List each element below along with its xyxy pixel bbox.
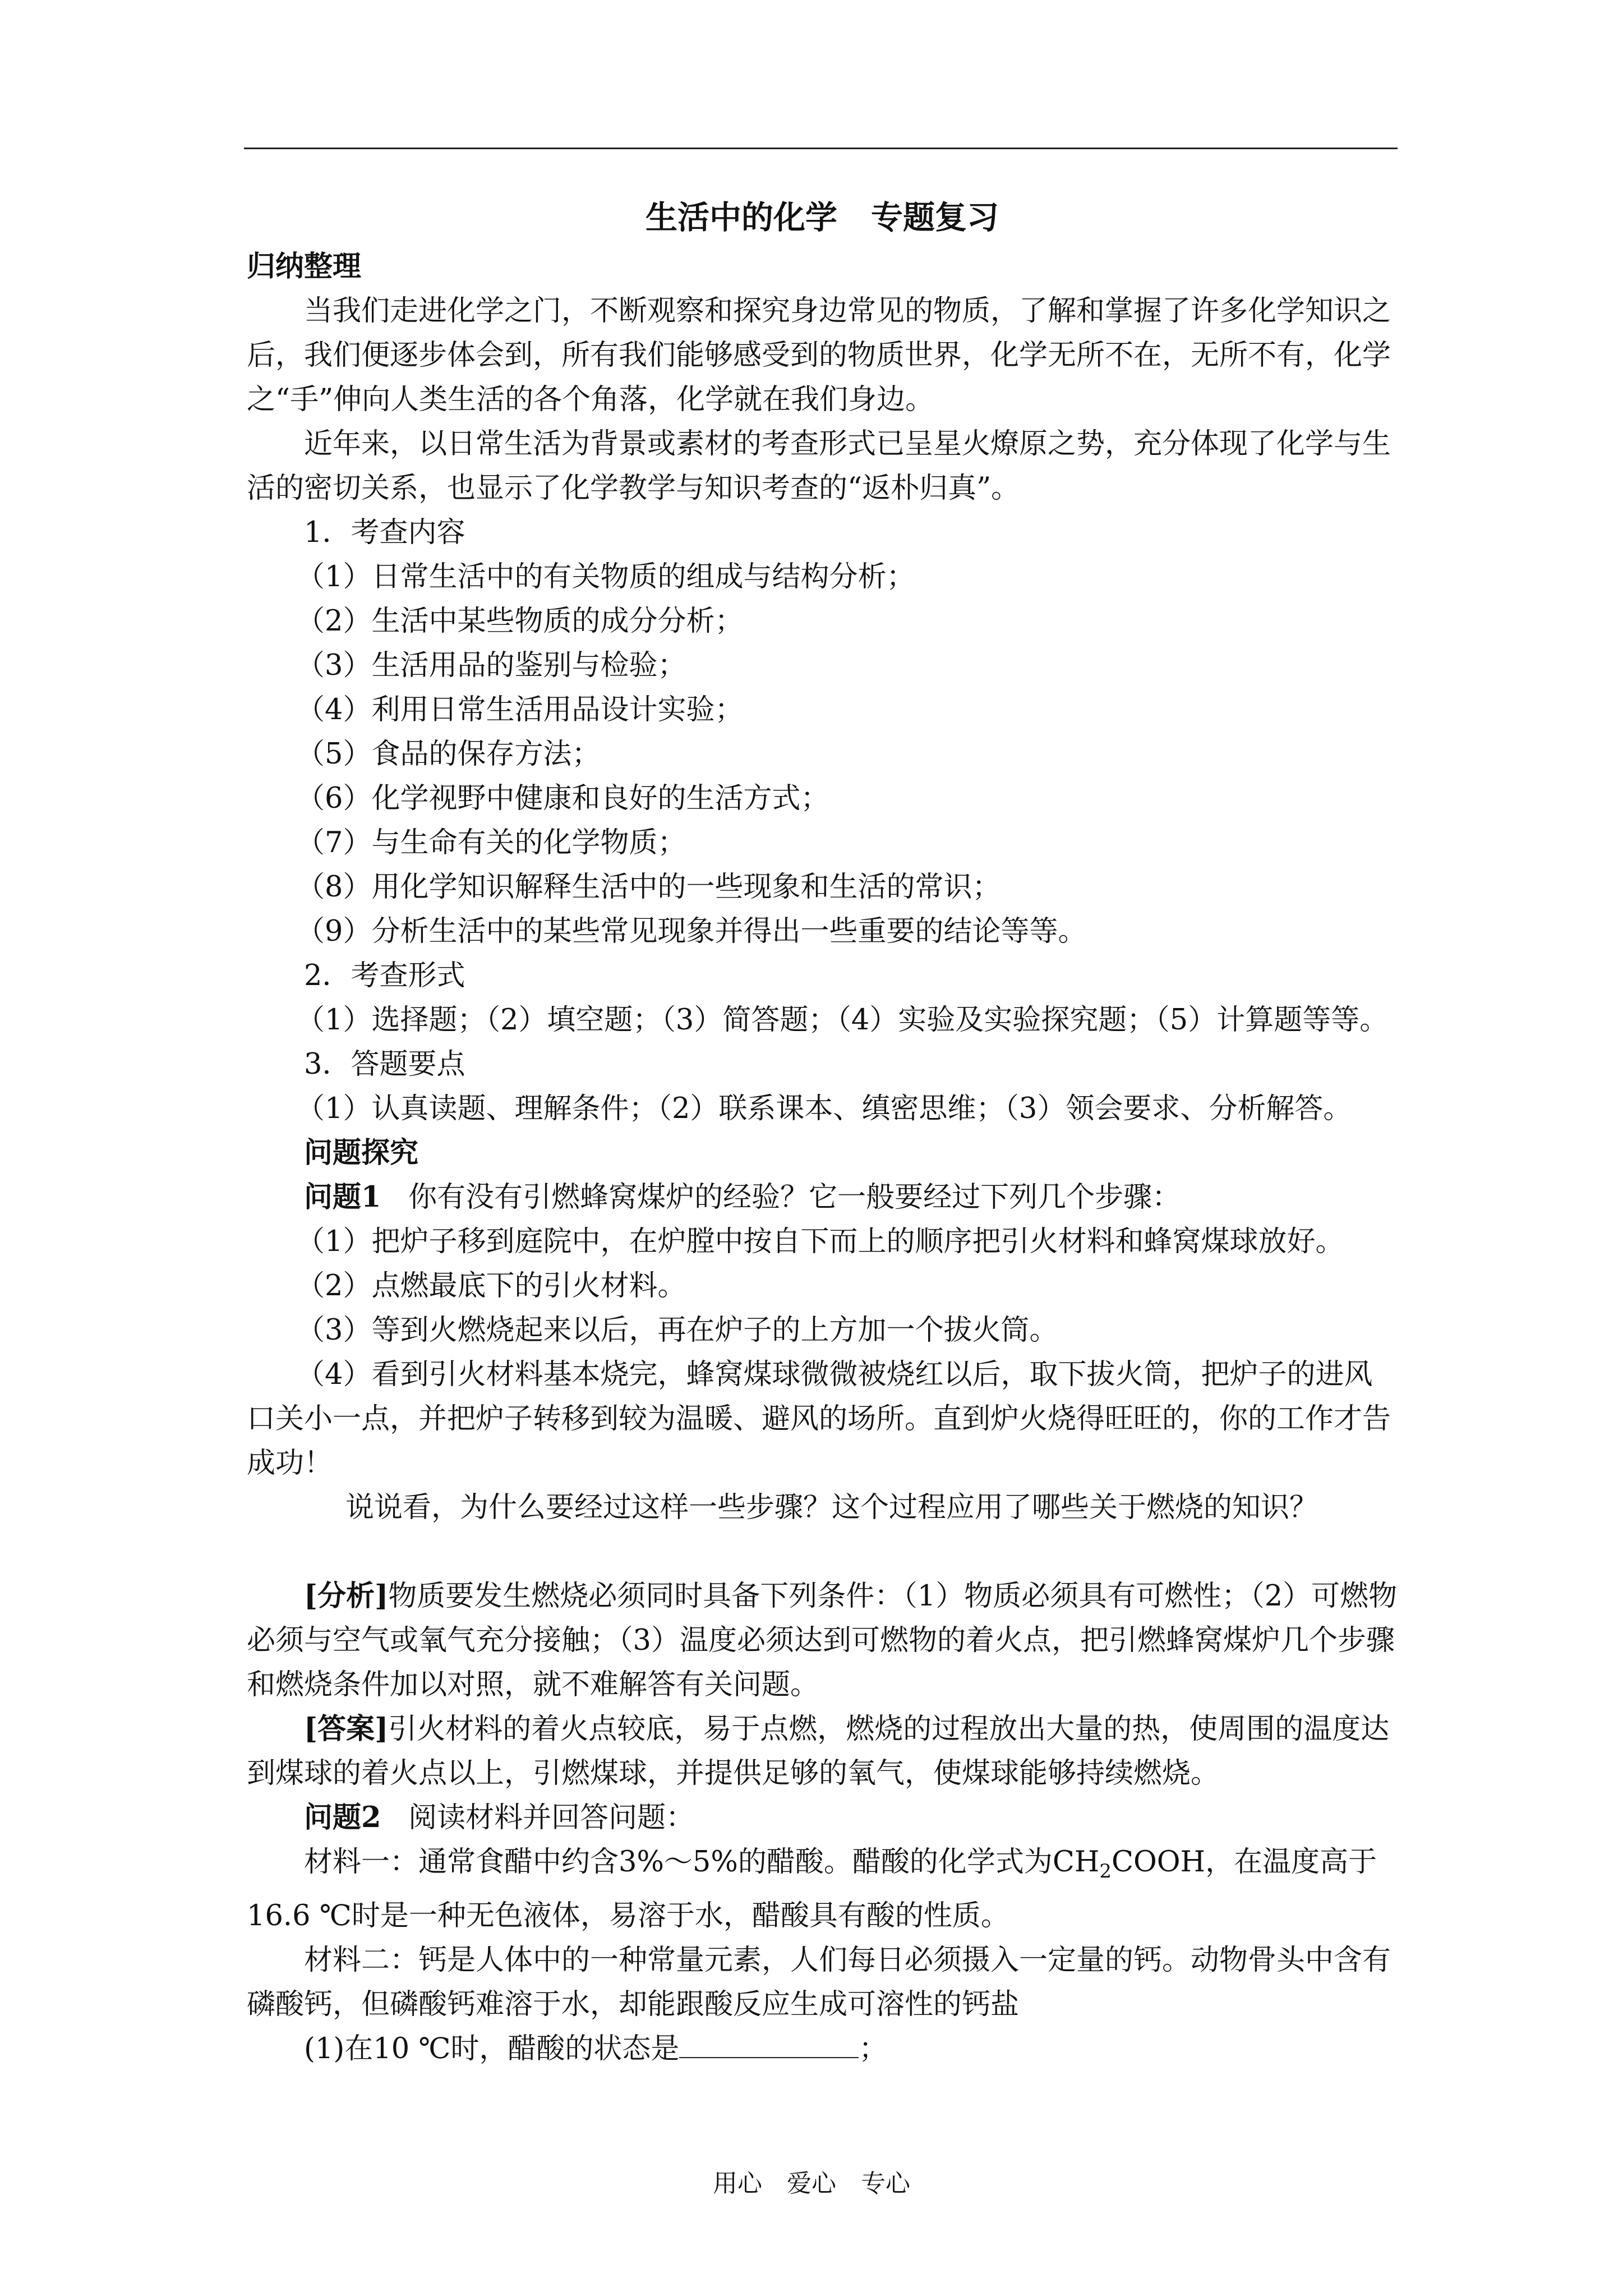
header-rule (244, 148, 1398, 149)
list-item: （3）生活用品的鉴别与检验； (296, 649, 686, 682)
question-2-text: 阅读材料并回答问题： (408, 1801, 695, 1834)
footer-word: 用心 (713, 2169, 762, 2198)
answer-points-text: （1）认真读题、理解条件；（2）联系课本、缜密思维；（3）领会要求、分析解答。 (296, 1092, 1352, 1125)
list-item: （1）日常生活中的有关物质的组成与结构分析； (296, 560, 915, 593)
list-item: （8）用化学知识解释生活中的一些现象和生活的常识； (296, 871, 1001, 904)
analysis-text: 物质要发生燃烧必须同时具备下列条件：（1）物质必须具有可燃性；（2）可燃物必须与空气或氧气充分接触；（3）温度必须达到可燃物的着火点，把引燃蜂窝煤炉几个步骤和燃烧条件加以对照，就不难解答有关问题。 (247, 1580, 1398, 1701)
material-1 (247, 1840, 1398, 1938)
list-item: （5）食品的保存方法； (296, 738, 601, 771)
list-item: （4）利用日常生活用品设计实验； (296, 693, 744, 726)
question-2-label: 问题2 (304, 1801, 381, 1834)
title-sub: 专题复习 (871, 199, 999, 236)
question-1-prompt: 说说看，为什么要经过这样一些步骤？这个过程应用了哪些关于燃烧的知识？ (345, 1491, 1318, 1524)
step-item: （4）看到引火材料基本烧完，蜂窝煤球微微被烧红以后，取下拔火筒，把炉子的进风口关小一点，并把炉子转移到较为温暖、避风的场所。直到炉火烧得旺旺的，你的工作才告成功！ (247, 1358, 1391, 1480)
sub-question-1-text: (1)在10 ℃时，醋酸的状态是 (304, 2032, 680, 2066)
sub-question-1 (247, 2027, 1398, 2071)
answer-label: [答案] (304, 1712, 389, 1746)
footer-word: 爱心 (787, 2169, 836, 2198)
list-item: （2）生活中某些物质的成分分析； (296, 605, 744, 638)
page-title (247, 191, 1398, 245)
document-body (247, 191, 1398, 2071)
section-heading-inquiry: 问题探究 (304, 1136, 419, 1170)
analysis-paragraph (247, 1574, 1398, 1707)
exam-form-text: （1）选择题；（2）填空题；（3）简答题；（4）实验及实验探究题；（5）计算题等等。 (296, 1004, 1389, 1037)
question-2 (247, 1796, 1398, 1840)
formula-subscript: 2 (1099, 1860, 1112, 1883)
answer-paragraph (247, 1707, 1398, 1796)
section-heading-summary: 归纳整理 (247, 250, 362, 283)
question-1 (247, 1175, 1398, 1220)
material-2: 材料二：钙是人体中的一种常量元素，人们每日必须摄入一定量的钙。动物骨头中含有磷酸钙，但磷酸钙难溶于水，却能跟酸反应生成可溶性的钙盐 (247, 1944, 1391, 2022)
question-1-label: 问题1 (304, 1180, 381, 1214)
list-item: （6）化学视野中健康和良好的生活方式； (296, 782, 829, 815)
page-footer (0, 2163, 1623, 2199)
list-item: （9）分析生活中的某些常见现象并得出一些重要的结论等等。 (296, 915, 1087, 948)
sub-question-1-end: ； (859, 2032, 888, 2066)
answer-text: 引火材料的着火点较底，易于点燃，燃烧的过程放出大量的热，使周围的温度达到煤球的着火点以上，引燃煤球，并提供足够的氧气，使煤球能够持续燃烧。 (247, 1713, 1390, 1790)
question-1-text: 你有没有引燃蜂窝煤炉的经验？它一般要经过下列几个步骤： (408, 1181, 1181, 1214)
analysis-label: [分析] (304, 1579, 389, 1613)
step-item: （1）把炉子移到庭院中，在炉膛中按自下而上的顺序把引火材料和蜂窝煤球放好。 (296, 1225, 1344, 1258)
material-1-part-b: COOH，在温度高于16.6 ℃时是一种无色液体，易溶于水，醋酸具有酸的性质。 (247, 1846, 1377, 1933)
title-main: 生活中的化学 (645, 199, 837, 236)
material-1-part-a: 材料一：通常食醋中约含3%～5%的醋酸。醋酸的化学式为CH (304, 1846, 1100, 1879)
subheading-answer-points: 3．答题要点 (304, 1048, 465, 1081)
paragraph-intro-2: 近年来，以日常生活为背景或素材的考查形式已呈星火燎原之势，充分体现了化学与生活的密切关系，也显示了化学教学与知识考查的“返朴归真”。 (247, 427, 1391, 505)
step-item: （3）等到火燃烧起来以后，再在炉子的上方加一个拔火筒。 (296, 1314, 1058, 1347)
answer-blank[interactable] (679, 2028, 859, 2058)
paragraph-intro-1: 当我们走进化学之门，不断观察和探究身边常见的物质，了解和掌握了许多化学知识之后，我们便逐步体会到，所有我们能够感受到的物质世界，化学无所不在，无所不有，化学之“手”伸向人类生活的各个角落，化学就在我们身边。 (247, 295, 1391, 416)
list-item: （7）与生命有关的化学物质； (296, 826, 686, 859)
subheading-exam-content: 1．考查内容 (304, 516, 465, 549)
step-item: （2）点燃最底下的引火材料。 (296, 1269, 686, 1303)
subheading-exam-form: 2．考查形式 (304, 959, 465, 992)
footer-word: 专心 (861, 2169, 910, 2198)
